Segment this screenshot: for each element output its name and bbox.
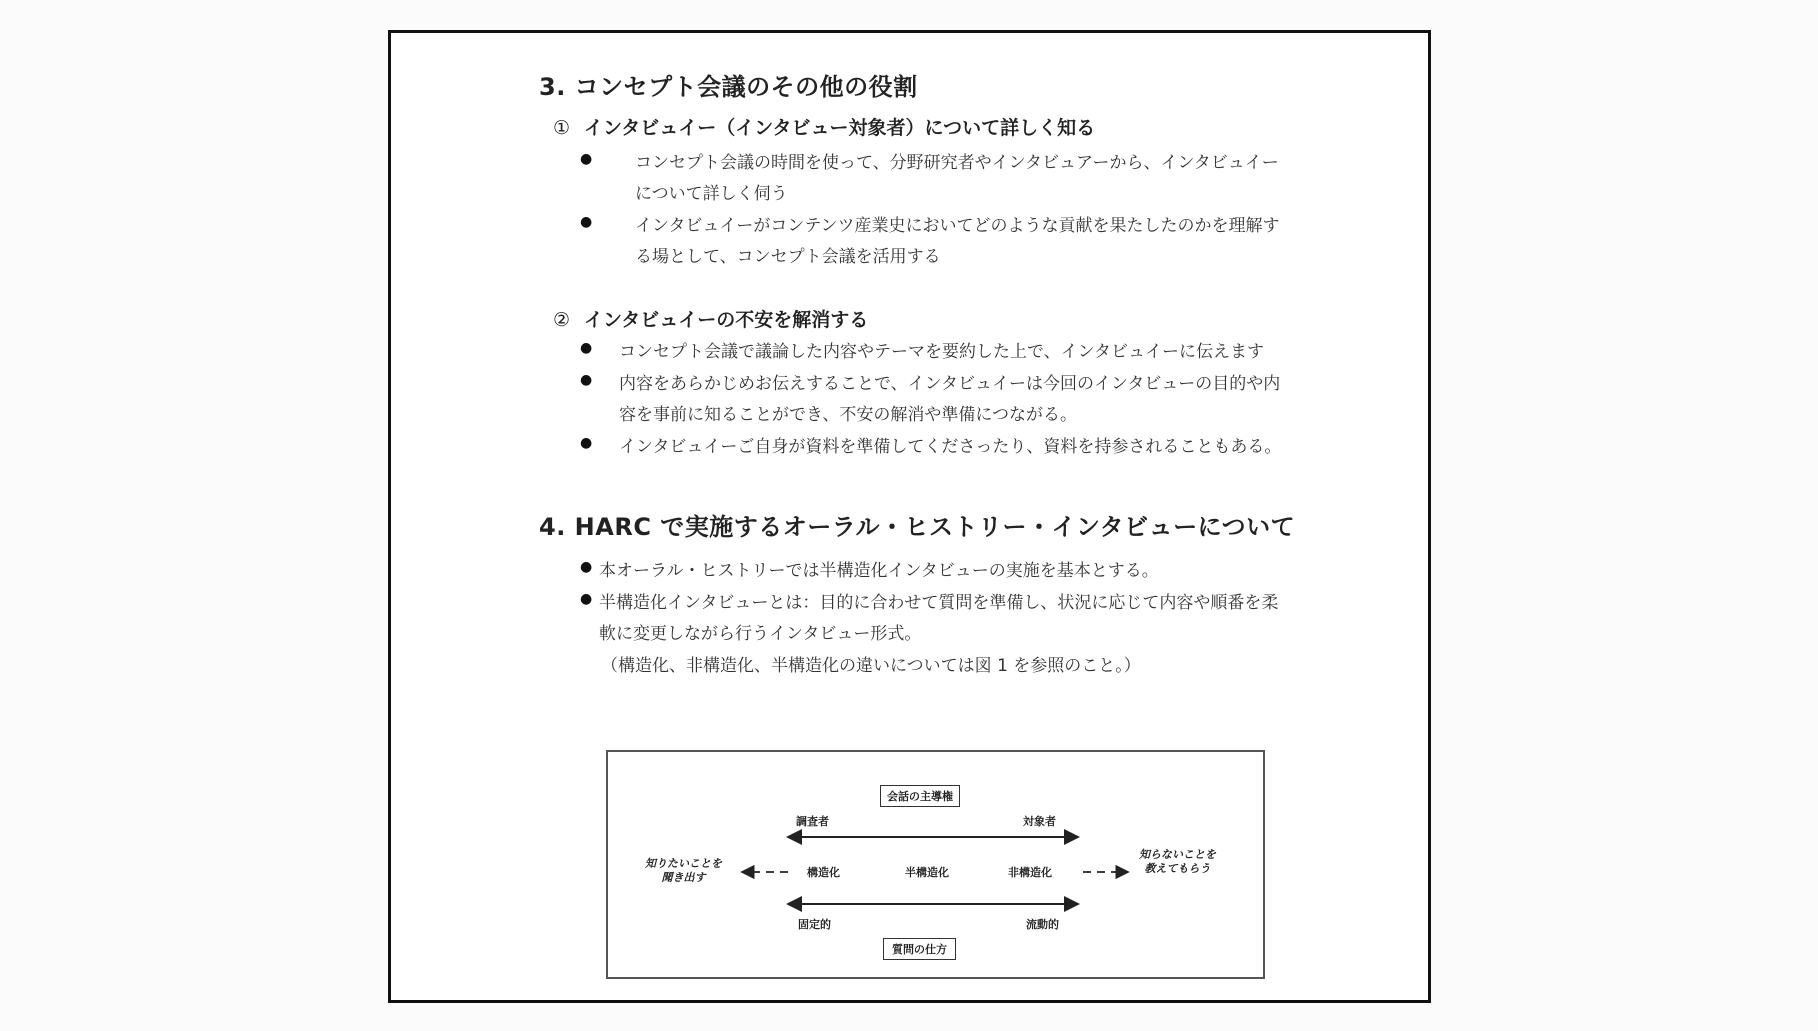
sub2-bullet3: インタビュイーご自身が資料を準備してくださったり、資料を持参されることもある。 <box>619 437 1282 457</box>
bullet-icon: ● <box>580 214 593 230</box>
sub1-bullet1-line1: コンセプト会議の時間を使って、分野研究者やインタビュアーから、インタビュイー <box>635 153 1279 173</box>
subsection-1-number: ① <box>553 117 571 139</box>
bullet-icon: ● <box>580 591 593 607</box>
bullet-icon: ● <box>580 435 593 451</box>
interviewer-label: 調査者 <box>796 815 829 828</box>
right-caption <box>1139 848 1216 876</box>
unstructured-label: 非構造化 <box>1008 866 1052 879</box>
conversation-lead-box: 会話の主導権 <box>880 785 960 807</box>
left-caption-line1: 知りたいことを <box>645 857 722 870</box>
section-3-heading: 3. コンセプト会議のその他の役割 <box>539 73 918 101</box>
left-caption <box>645 857 722 885</box>
sub1-bullet2-line2: る場として、コンセプト会議を活用する <box>635 247 941 267</box>
subsection-1-title: インタビュイー（インタビュー対象者）について詳しく知る <box>584 117 1096 139</box>
bullet-icon: ● <box>580 340 593 356</box>
sub2-bullet2-line1: 内容をあらかじめお伝えすることで、インタビュイーは今回のインタビューの目的や内 <box>619 374 1281 394</box>
semi-structured-label: 半構造化 <box>905 866 949 879</box>
subsection-2-number: ② <box>553 309 571 331</box>
section-4-heading: 4. HARC で実施するオーラル・ヒストリー・インタビューについて <box>539 513 1296 541</box>
structured-label: 構造化 <box>807 866 840 879</box>
sub1-bullet2-line1: インタビュイーがコンテンツ産業史においてどのような貢献を果たしたのかを理解す <box>635 216 1280 236</box>
sec4-bullet1: 本オーラル・ヒストリーでは半構造化インタビューの実施を基本とする。 <box>599 561 1159 581</box>
document-page <box>388 30 1431 1003</box>
fixed-label: 固定的 <box>798 918 831 931</box>
subsection-2-title: インタビュイーの不安を解消する <box>584 309 869 331</box>
sec4-bullet2-line2: 軟に変更しながら行うインタビュー形式。 <box>599 624 922 644</box>
sub1-bullet1-line2: について詳しく伺う <box>635 184 788 204</box>
subject-label: 対象者 <box>1023 815 1056 828</box>
bullet-icon: ● <box>580 151 593 167</box>
figure-1-interview-structure <box>606 750 1265 979</box>
sec4-figure-note: （構造化、非構造化、半構造化の違いについては図 1 を参照のこと。） <box>601 656 1141 676</box>
left-caption-line2: 聞き出す <box>661 871 706 884</box>
subsection-2-heading <box>553 305 868 332</box>
right-caption-line2: 教えてもらう <box>1144 862 1211 875</box>
fluid-label: 流動的 <box>1026 918 1059 931</box>
bullet-icon: ● <box>580 372 593 388</box>
sub2-bullet1: コンセプト会議で議論した内容やテーマを要約した上で、インタビュイーに伝えます <box>619 342 1264 362</box>
question-style-box: 質問の仕方 <box>883 938 956 960</box>
sec4-bullet2-line1: 半構造化インタビューとは：目的に合わせて質問を準備し、状況に応じて内容や順番を柔 <box>599 593 1279 613</box>
bullet-icon: ● <box>580 559 593 575</box>
subsection-1-heading <box>553 113 1095 140</box>
sub2-bullet2-line2: 容を事前に知ることができ、不安の解消や準備につながる。 <box>619 405 1077 425</box>
right-caption-line1: 知らないことを <box>1139 848 1216 861</box>
